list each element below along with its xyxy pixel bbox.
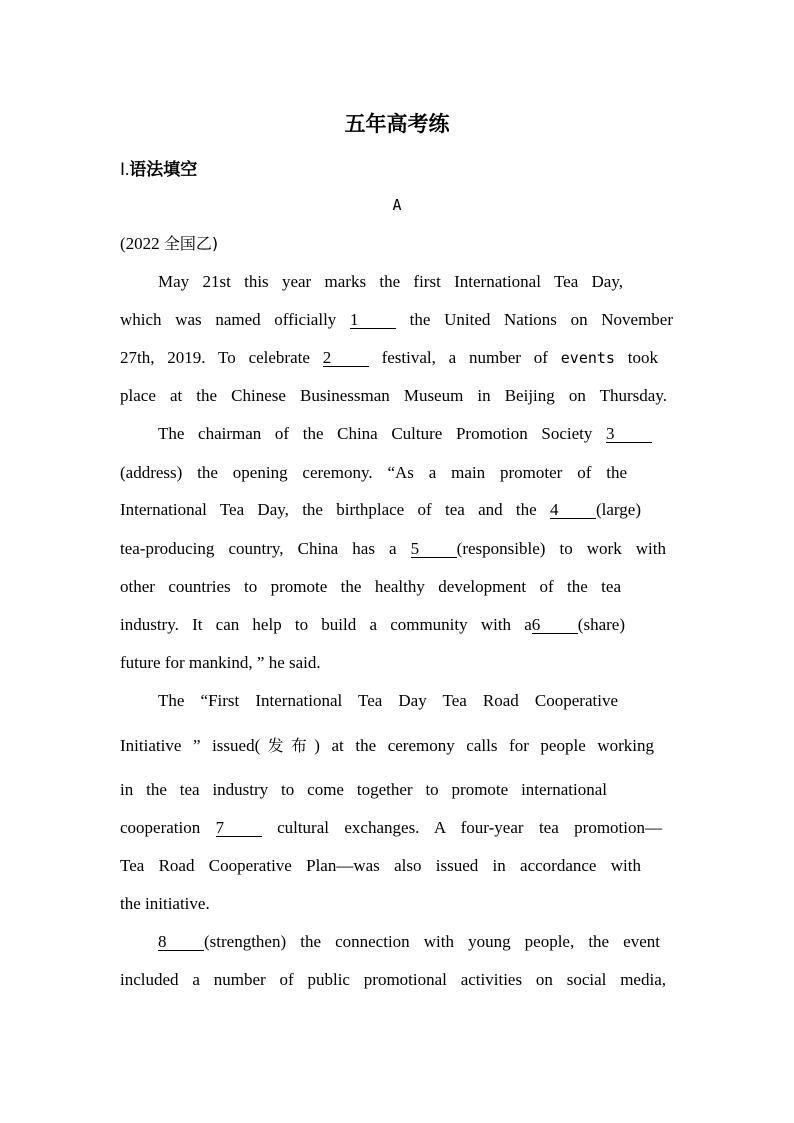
answer-blank-6[interactable]: 6 (532, 616, 578, 634)
text-line-14: in the tea industry to come together to promote international (120, 780, 607, 799)
text-line-6: (address) the opening ceremony. “As a main promoter of the (120, 463, 627, 482)
section-label: 语法填空 (129, 160, 198, 180)
section-numeral: Ⅰ. (120, 160, 130, 179)
text-line-9: other countries to promote the healthy development of the tea (120, 577, 621, 596)
text-line-12: The “First International Tea Day Tea Road Cooperative (158, 691, 618, 710)
text-line-19: included a number of public promotional activities on social media, (120, 970, 666, 989)
answer-blank-1[interactable]: 1 (350, 311, 396, 329)
text-line-18: 8 (strengthen) the connection with young people, the event (158, 932, 660, 951)
answer-blank-3[interactable]: 3 (606, 425, 652, 443)
text-line-5: The chairman of the China Culture Promotion Society 3 (158, 422, 652, 446)
text-line-4: place at the Chinese Businessman Museum in Beijing on Thursday. (120, 386, 667, 405)
source-year: (2022 (120, 234, 160, 253)
answer-blank-5[interactable]: 5 (411, 540, 457, 558)
text-line-8: tea-producing country, China has a 5 (responsible) to work with (120, 539, 667, 558)
text-line-2: which was named officially 1 the United Nations on November (120, 310, 674, 329)
text-line-15: cooperation 7 cultural exchanges. A four-year tea promotion— (120, 818, 662, 837)
section-heading (120, 155, 197, 180)
answer-blank-8[interactable]: 8 (158, 933, 204, 951)
text-line-7: International Tea Day, the birthplace of tea and the 4 (large) (120, 500, 641, 519)
answer-blank-7[interactable]: 7 (216, 819, 262, 837)
text-line-1: May 21st this year marks the first International Tea Day, (158, 272, 623, 291)
page-title: 五年高考练 (344, 111, 450, 136)
text-line-17: the initiative. (120, 894, 210, 913)
source-line (120, 232, 218, 256)
answer-blank-2[interactable]: 2 (323, 349, 369, 367)
source-name: 全国乙) (163, 234, 219, 253)
answer-blank-4[interactable]: 4 (550, 501, 596, 519)
passage-label: A (392, 196, 402, 214)
text-line-3: 27th, 2019. To celebrate 2 festival, a number of events took (120, 348, 659, 367)
text-line-16: Tea Road Cooperative Plan—was also issued in accordance with (120, 856, 641, 875)
text-line-13: Initiative ” issued(发布) at the ceremony calls for people working (120, 736, 654, 755)
text-line-11: future for mankind, ” he said. (120, 653, 321, 672)
text-line-10: industry. It can help to build a community with a6 (share) (120, 615, 625, 634)
